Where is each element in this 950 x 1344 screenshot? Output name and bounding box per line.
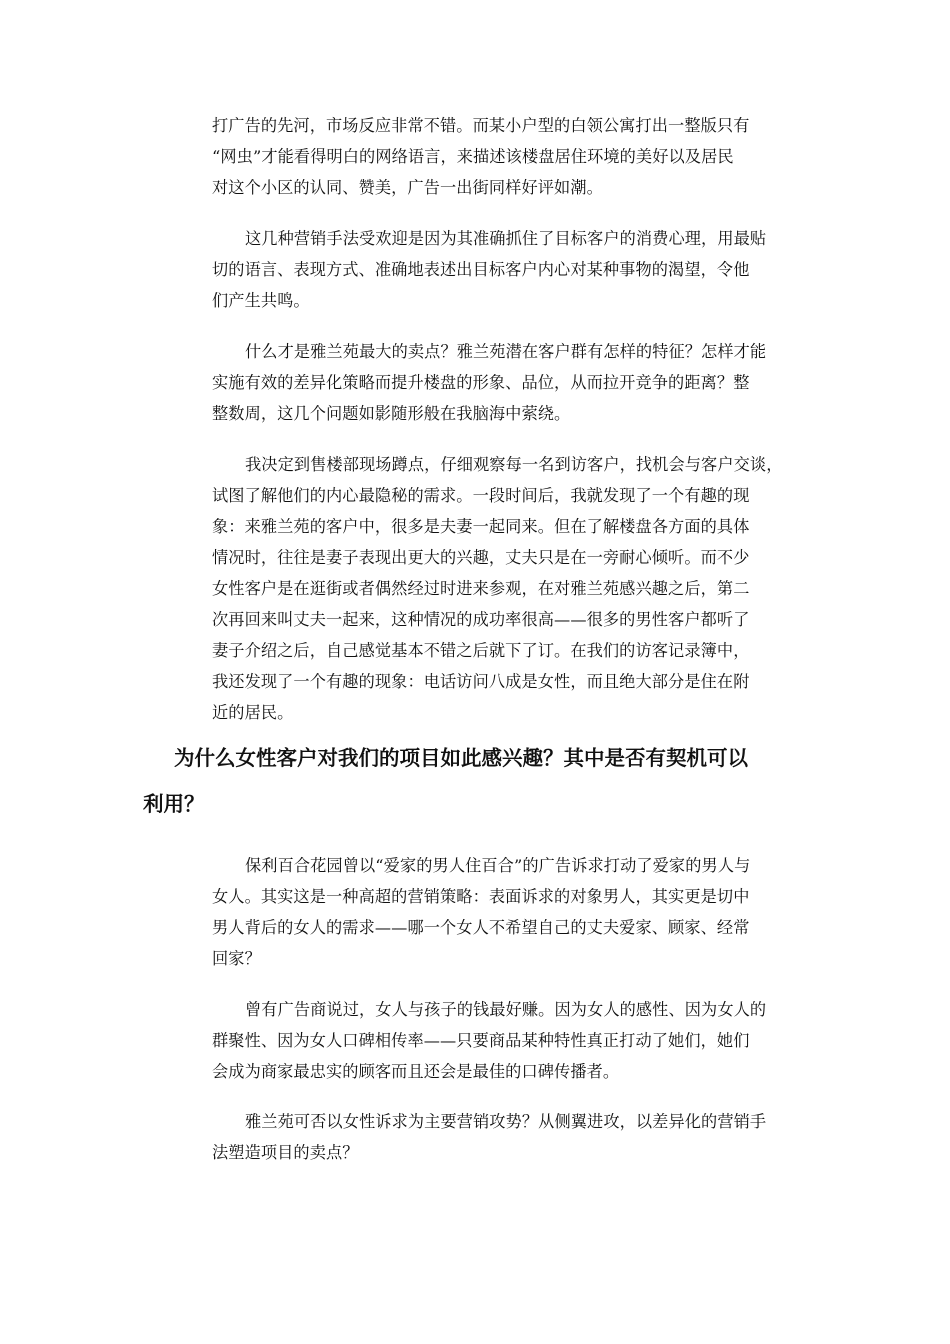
heading-line: 利用？ (143, 792, 205, 816)
paragraph-4 (212, 449, 822, 728)
text-line: 对这个小区的认同、赞美，广告一出街同样好评如潮。 (212, 178, 603, 197)
paragraph-7 (212, 1106, 822, 1168)
section-heading (143, 735, 823, 827)
text-line: 女人。其实这是一种高超的营销策略：表面诉求的对象男人，其实更是切中 (212, 887, 750, 906)
paragraph-1 (212, 110, 822, 203)
text-line: 女性客户是在逛街或者偶然经过时进来参观，在对雅兰苑感兴趣之后，第二 (212, 579, 750, 598)
heading-line: 为什么女性客户对我们的项目如此感兴趣？其中是否有契机可以 (174, 746, 748, 770)
text-line: 情况时，往往是妻子表现出更大的兴趣，丈夫只是在一旁耐心倾听。而不少 (212, 548, 750, 567)
text-line: 试图了解他们的内心最隐秘的需求。一段时间后，我就发现了一个有趣的现 (212, 486, 750, 505)
text-line: 群聚性、因为女人口碑相传率——只要商品某种特性真正打动了她们，她们 (212, 1031, 750, 1050)
paragraph-5 (212, 850, 822, 974)
text-line: 什么才是雅兰苑最大的卖点？雅兰苑潜在客户群有怎样的特征？怎样才能 (245, 342, 767, 361)
text-line: 这几种营销手法受欢迎是因为其准确抓住了目标客户的消费心理，用最贴 (245, 229, 767, 248)
text-line: 保利百合花园曾以“爱家的男人住百合”的广告诉求打动了爱家的男人与 (245, 856, 751, 875)
text-line: 次再回来叫丈夫一起来，这种情况的成功率很高——很多的男性客户都听了 (212, 610, 750, 629)
text-line: 法塑造项目的卖点？ (212, 1143, 359, 1162)
text-line: 妻子介绍之后，自己感觉基本不错之后就下了订。在我们的访客记录簿中， (212, 641, 750, 660)
text-line: 我决定到售楼部现场蹲点，仔细观察每一名到访客户，找机会与客户交谈， (245, 455, 783, 474)
paragraph-3 (212, 336, 822, 429)
text-line: 们产生共鸣。 (212, 291, 310, 310)
text-line: 整数周，这几个问题如影随形般在我脑海中萦绕。 (212, 404, 571, 423)
text-line: “网虫”才能看得明白的网络语言，来描述该楼盘居住环境的美好以及居民 (212, 147, 734, 166)
text-line: 实施有效的差异化策略而提升楼盘的形象、品位，从而拉开竞争的距离？整 (212, 373, 750, 392)
text-line: 雅兰苑可否以女性诉求为主要营销攻势？从侧翼进攻，以差异化的营销手 (245, 1112, 767, 1131)
text-line: 打广告的先河，市场反应非常不错。而某小户型的白领公寓打出一整版只有 (212, 116, 750, 135)
text-line: 我还发现了一个有趣的现象：电话访问八成是女性，而且绝大部分是住在附 (212, 672, 750, 691)
text-line: 曾有广告商说过，女人与孩子的钱最好赚。因为女人的感性、因为女人的 (245, 1000, 767, 1019)
text-line: 男人背后的女人的需求——哪一个女人不希望自己的丈夫爱家、顾家、经常 (212, 918, 750, 937)
paragraph-6 (212, 994, 822, 1087)
text-line: 会成为商家最忠实的顾客而且还会是最佳的口碑传播者。 (212, 1062, 620, 1081)
paragraph-2 (212, 223, 822, 316)
text-line: 回家？ (212, 949, 261, 968)
text-line: 切的语言、表现方式、准确地表述出目标客户内心对某种事物的渴望，令他 (212, 260, 750, 279)
text-line: 象：来雅兰苑的客户中，很多是夫妻一起同来。但在了解楼盘各方面的具体 (212, 517, 750, 536)
text-line: 近的居民。 (212, 703, 294, 722)
